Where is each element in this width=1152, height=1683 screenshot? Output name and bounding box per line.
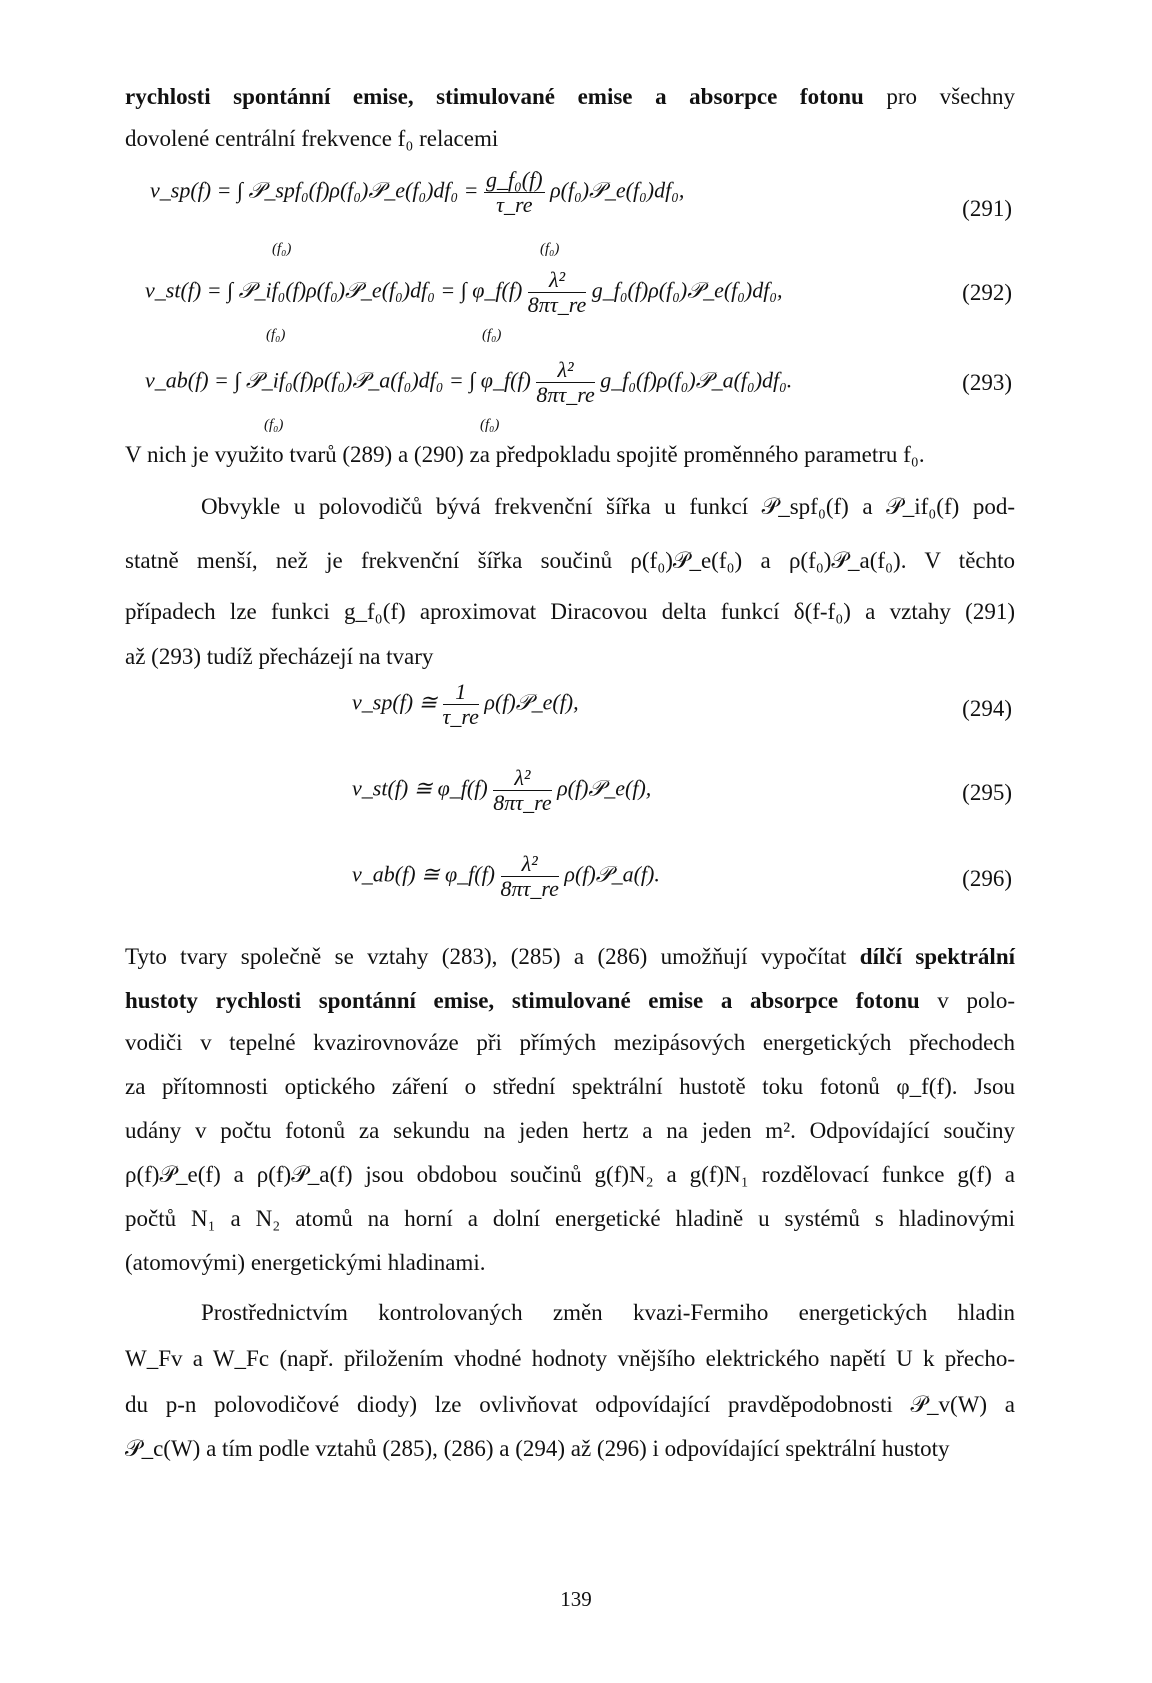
eq294-rhs: ρ(f)𝒫_e(f), (484, 689, 579, 715)
paragraph-1: V nich je využito tvarů (289) a (290) za předpokladu spojitě proměnného parametru f₀. (125, 442, 925, 467)
eq294-lhs: v_sp(f) ≅ (352, 689, 438, 715)
eq291-frac-den: τ_re (496, 192, 533, 218)
eq291-limit-1: (f₀) (272, 241, 292, 257)
eq294-fraction (443, 680, 479, 729)
eq292-frac-num: λ² (528, 268, 586, 293)
equation-292 (145, 268, 783, 317)
intro-tail-text: pro všechny (863, 84, 1015, 109)
eq292-rhs: g_f₀(f)ρ(f₀)𝒫_e(f₀)df₀, (591, 277, 783, 303)
paragraph-3-bold-2: hustoty rychlosti spontánní emise, stimulované emise a absorpce fotonu (125, 988, 920, 1013)
eq294-number: (294) (962, 696, 1012, 721)
eq291-limit-2: (f₀) (540, 241, 560, 257)
equation-294 (352, 680, 579, 729)
equation-293 (145, 358, 792, 407)
paragraph-3-line-1-text: Tyto tvary společně se vztahy (283), (285) a (286) umožňují vypočítat (125, 944, 860, 969)
equation-296 (352, 852, 660, 901)
eq295-number: (295) (962, 780, 1012, 805)
paragraph-3-line-8: (atomovými) energetickými hladinami. (125, 1250, 486, 1275)
eq293-limit-1: (f₀) (264, 417, 284, 433)
eq292-number: (292) (962, 280, 1012, 305)
paragraph-3-line-4: za přítomnosti optického záření o střední spektrální hustotě toku fotonů φ_f(f). Jsou (125, 1074, 1015, 1099)
paragraph-3-line-2 (125, 980, 1015, 1022)
eq296-frac-den: 8πτ_re (500, 876, 559, 902)
paragraph-3-bold-1: dílčí spektrální (859, 944, 1016, 969)
intro-line-1 (125, 76, 1015, 118)
paragraph-3-line-5: udány v počtu fotonů za sekundu na jeden hertz a na jeden m². Odpovídající součiny (125, 1118, 1015, 1143)
equation-291 (150, 168, 684, 217)
paragraph-4-line-1: Prostřednictvím kontrolovaných změn kvazi-Fermiho energetických hladin (201, 1300, 1015, 1325)
eq296-number: (296) (962, 866, 1012, 891)
paragraph-3-line-1 (125, 936, 1015, 978)
paragraph-4-line-4: 𝒫_c(W) a tím podle vztahů (285), (286) a (294) až (296) i odpovídající spektrální hustoty (125, 1436, 950, 1461)
page-number: 139 (560, 1587, 592, 1611)
eq294-frac-den: τ_re (442, 704, 479, 730)
paragraph-2-line-1: Obvykle u polovodičů bývá frekvenční šířka u funkcí 𝒫_spf₀(f) a 𝒫_if₀(f) pod- (201, 494, 1015, 519)
paragraph-4-line-3: du p-n polovodičové diody) lze ovlivňovat odpovídající pravděpodobnosti 𝒫_v(W) a (125, 1392, 1015, 1417)
eq293-fraction (536, 358, 594, 407)
eq296-frac-num: λ² (501, 852, 559, 877)
eq293-frac-den: 8πτ_re (536, 382, 595, 408)
eq292-mid: ∫ 𝒫_if₀(f)ρ(f₀)𝒫_e(f₀)df₀ = (227, 277, 456, 303)
eq291-frac-num: g_f₀(f) (486, 167, 543, 192)
eq293-limit-2: (f₀) (480, 417, 500, 433)
eq293-lhs: v_ab(f) = (145, 367, 229, 393)
eq295-fraction (493, 766, 551, 815)
eq293-rhs: g_f₀(f)ρ(f₀)𝒫_a(f₀)df₀. (600, 367, 793, 393)
eq293-frac-num: λ² (536, 358, 594, 383)
equation-295 (352, 766, 651, 815)
eq295-rhs: ρ(f)𝒫_e(f), (557, 775, 652, 801)
eq292-limit-2: (f₀) (482, 327, 502, 343)
eq296-fraction (501, 852, 559, 901)
eq296-rhs: ρ(f)𝒫_a(f). (564, 861, 660, 887)
eq296-lhs: v_ab(f) ≅ φ_f(f) (352, 861, 496, 887)
eq292-limit-1: (f₀) (266, 327, 286, 343)
paragraph-3-line-2-tail: v polo- (919, 988, 1015, 1013)
eq293-pre: ∫ φ_f(f) (469, 367, 531, 393)
eq291-fraction (484, 168, 545, 217)
paragraph-3-line-7: počtů N₁ a N₂ atomů na horní a dolní energetické hladině u systémů s hladinovými (125, 1206, 1015, 1231)
paragraph-2-line-2: statně menší, než je frekvenční šířka součinů ρ(f₀)𝒫_e(f₀) a ρ(f₀)𝒫_a(f₀). V těchto (125, 548, 1015, 573)
eq292-pre: ∫ φ_f(f) (460, 277, 523, 303)
paragraph-3-line-6: ρ(f)𝒫_e(f) a ρ(f)𝒫_a(f) jsou obdobou součinů g(f)N₂ a g(f)N₁ rozdělovací funkce g(f) a (125, 1162, 1015, 1187)
eq292-frac-den: 8πτ_re (527, 292, 587, 318)
eq295-frac-num: λ² (493, 766, 551, 791)
eq291-mid: ∫ 𝒫_spf₀(f)ρ(f₀)𝒫_e(f₀)df₀ = (236, 177, 479, 203)
eq295-lhs: v_st(f) ≅ φ_f(f) (352, 775, 488, 801)
intro-bold-text: rychlosti spontánní emise, stimulované emise a absorpce fotonu (125, 84, 864, 109)
eq291-lhs: v_sp(f) = (150, 177, 232, 203)
eq295-frac-den: 8πτ_re (493, 790, 552, 816)
eq291-number: (291) (962, 196, 1012, 221)
eq292-fraction (528, 268, 586, 317)
eq293-number: (293) (962, 370, 1012, 395)
eq294-frac-num: 1 (443, 680, 479, 705)
paragraph-3-line-3: vodiči v tepelné kvazirovnováze při přímých mezipásových energetických přechodech (125, 1030, 1015, 1055)
paragraph-4-line-2: W_Fv a W_Fc (např. přiložením vhodné hodnoty vnějšího elektrického napětí U k přecho- (125, 1346, 1015, 1371)
eq291-rhs: ρ(f₀)𝒫_e(f₀)df₀, (550, 177, 685, 203)
eq293-mid: ∫ 𝒫_if₀(f)ρ(f₀)𝒫_a(f₀)df₀ = (234, 367, 464, 393)
paragraph-2-line-3: případech lze funkci g_f₀(f) aproximovat Diracovou delta funkcí δ(f-f₀) a vztahy (291) (125, 599, 1015, 624)
intro-line-2: dovolené centrální frekvence f₀ relacemi (125, 126, 499, 151)
paragraph-2-line-4: až (293) tudíž přecházejí na tvary (125, 644, 434, 669)
eq292-lhs: v_st(f) = (145, 277, 222, 303)
